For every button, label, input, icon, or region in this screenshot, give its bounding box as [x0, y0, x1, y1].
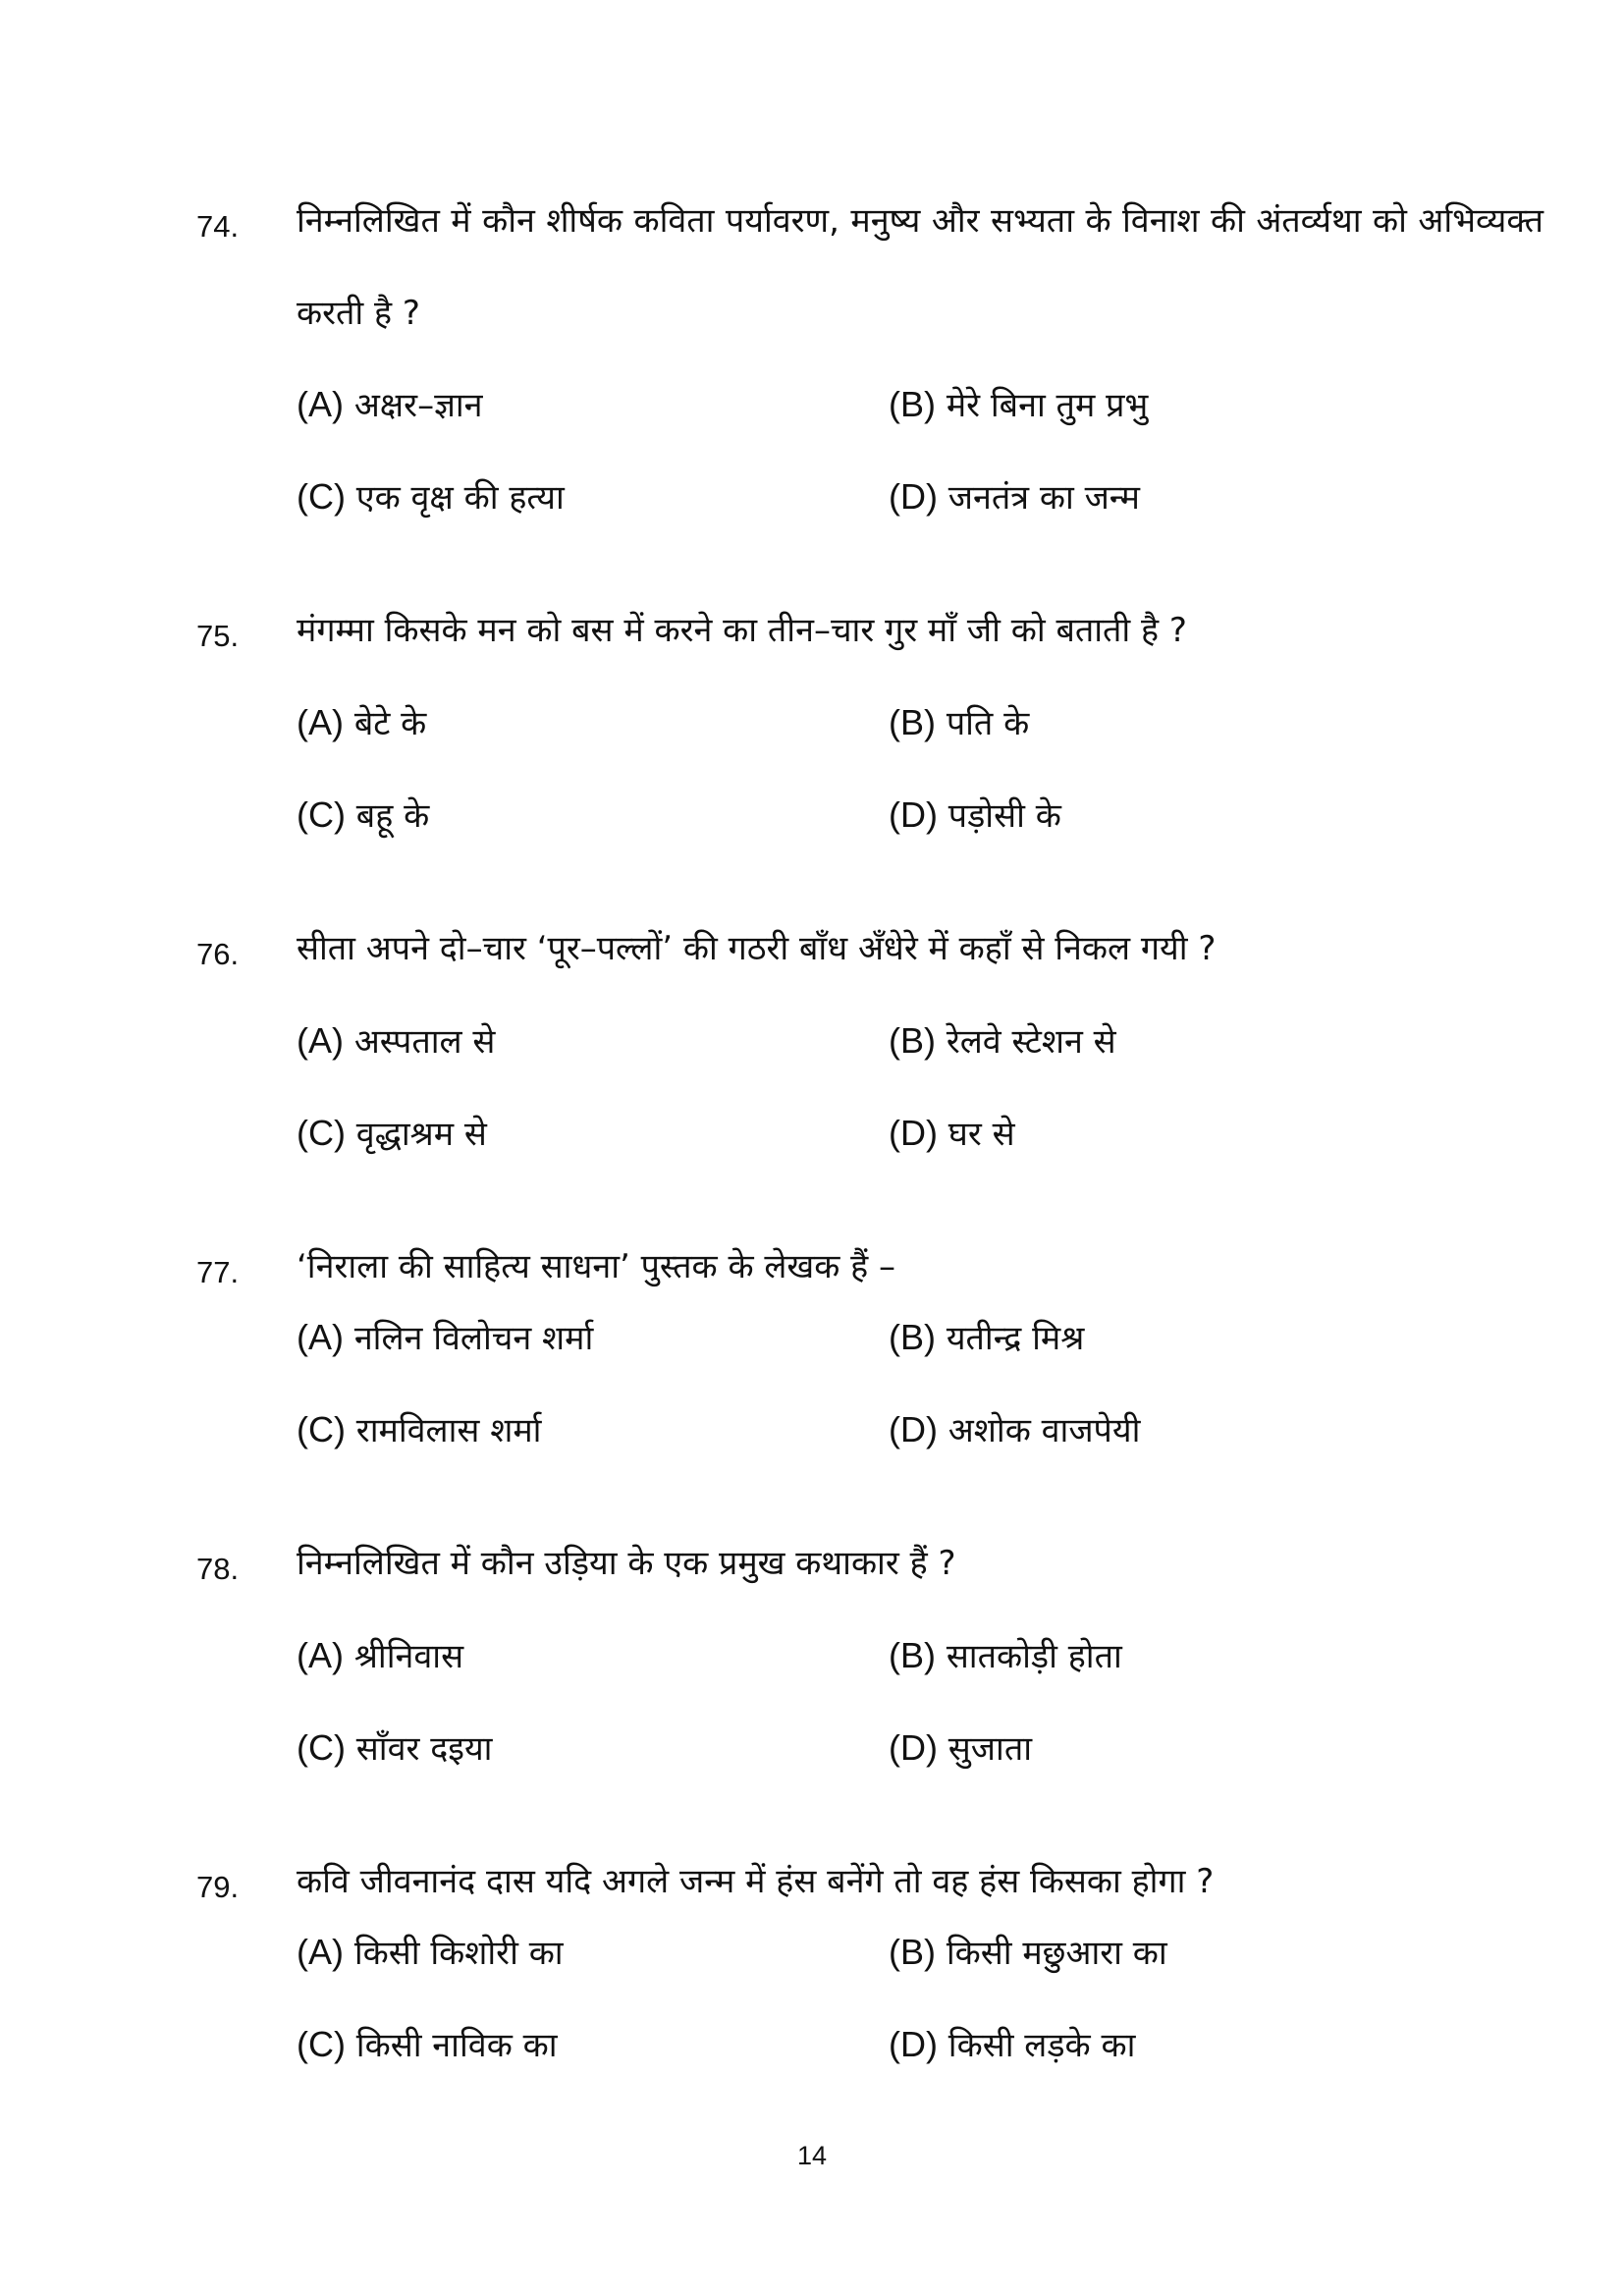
option-text: घर से [947, 1115, 1015, 1154]
question-text: मंगम्मा किसके मन को बस में करने का तीन–चार गुर माँ जी को बताती है ? [297, 611, 1187, 650]
option-text: वृद्धाश्रम से [355, 1115, 487, 1154]
option-text: किसी मछुआरा का [946, 1934, 1167, 1973]
option-text: अक्षर–ज्ञान [353, 386, 483, 425]
option-a [297, 383, 483, 427]
option-letter: (C) [297, 2024, 346, 2064]
option-d [889, 1726, 1032, 1771]
option-d [889, 2023, 1135, 2067]
option-d [889, 475, 1140, 519]
option-text: किसी नाविक का [355, 2026, 558, 2065]
option-letter: (D) [889, 1727, 938, 1768]
option-text: अस्पताल से [353, 1022, 496, 1062]
option-letter: (C) [297, 1409, 346, 1449]
option-text: सुजाता [947, 1729, 1033, 1769]
option-letter: (B) [889, 384, 936, 424]
question-number: 74. [196, 209, 240, 244]
option-text: पड़ोसी के [947, 796, 1061, 836]
option-letter: (D) [889, 2024, 938, 2064]
question-text: निम्नलिखित में कौन उड़िया के एक प्रमुख कथाकार हैं ? [297, 1544, 956, 1583]
option-b [889, 1316, 1084, 1360]
option-letter: (D) [889, 794, 938, 835]
option-text: यतीन्द्र मिश्र [946, 1319, 1085, 1358]
option-text: बेटे के [353, 704, 427, 743]
option-letter: (A) [297, 1020, 344, 1061]
option-text: जनतंत्र का जन्म [947, 478, 1140, 518]
option-letter: (A) [297, 1635, 344, 1675]
option-a [297, 1931, 564, 1975]
option-letter: (B) [889, 1020, 936, 1061]
option-b [889, 383, 1148, 427]
option-b [889, 1931, 1167, 1975]
question-text: सीता अपने दो–चार ‘पूर–पल्लों’ की गठरी बाँध अँधेरे में कहाँ से निकल गयी ? [297, 929, 1217, 968]
option-c [297, 475, 565, 519]
option-letter: (B) [889, 1932, 936, 1972]
option-letter: (D) [889, 476, 938, 517]
option-c [297, 1112, 487, 1156]
option-c [297, 2023, 558, 2067]
page-number: 14 [796, 2141, 828, 2170]
option-c [297, 1408, 541, 1452]
option-text: साँवर दइया [355, 1729, 493, 1769]
option-d [889, 1112, 1015, 1156]
option-b [889, 1634, 1122, 1678]
question-text: निम्नलिखित में कौन शीर्षक कविता पर्यावरण, मनुष्य और सभ्यता के विनाश की अंतर्व्यथा को अभिव्यक्त करती है ? [297, 201, 1543, 333]
question-number: 78. [196, 1552, 240, 1586]
option-b [889, 1019, 1116, 1064]
option-text: मेरे बिना तुम प्रभु [946, 386, 1149, 425]
option-letter: (A) [297, 702, 344, 742]
option-letter: (C) [297, 476, 346, 517]
question-number: 76. [196, 937, 240, 971]
option-a [297, 1019, 495, 1064]
question-number: 75. [196, 619, 240, 653]
option-b [889, 701, 1029, 745]
option-a [297, 1316, 593, 1360]
option-letter: (A) [297, 1932, 344, 1972]
question-text: ‘निराला की साहित्य साधना’ पुस्तक के लेखक हैं – [297, 1247, 896, 1286]
option-text: किसी किशोरी का [353, 1934, 564, 1973]
option-letter: (A) [297, 1317, 344, 1357]
question-text: कवि जीवनानंद दास यदि अगले जन्म में हंस बनेंगे तो वह हंस किसका होगा ? [297, 1862, 1215, 1901]
option-letter: (B) [889, 1635, 936, 1675]
option-d [889, 793, 1061, 838]
option-text: एक वृक्ष की हत्या [355, 478, 565, 518]
option-letter: (B) [889, 702, 936, 742]
option-letter: (D) [889, 1409, 938, 1449]
option-text: पति के [946, 704, 1030, 743]
option-letter: (A) [297, 384, 344, 424]
option-c [297, 793, 429, 838]
option-text: सातकोड़ी होता [946, 1637, 1122, 1676]
option-c [297, 1726, 492, 1771]
question-number: 77. [196, 1255, 240, 1289]
option-letter: (B) [889, 1317, 936, 1357]
option-d [889, 1408, 1140, 1452]
option-text: बहू के [355, 796, 430, 836]
option-letter: (C) [297, 1113, 346, 1153]
option-letter: (C) [297, 794, 346, 835]
option-text: किसी लड़के का [947, 2026, 1136, 2065]
option-text: रामविलास शर्मा [355, 1411, 542, 1450]
option-text: नलिन विलोचन शर्मा [353, 1319, 594, 1358]
option-letter: (D) [889, 1113, 938, 1153]
question-number: 79. [196, 1870, 240, 1904]
option-letter: (C) [297, 1727, 346, 1768]
option-text: श्रीनिवास [353, 1637, 464, 1676]
option-text: अशोक वाजपेयी [947, 1411, 1141, 1450]
option-a [297, 701, 426, 745]
option-a [297, 1634, 463, 1678]
option-text: रेलवे स्टेशन से [946, 1022, 1116, 1062]
